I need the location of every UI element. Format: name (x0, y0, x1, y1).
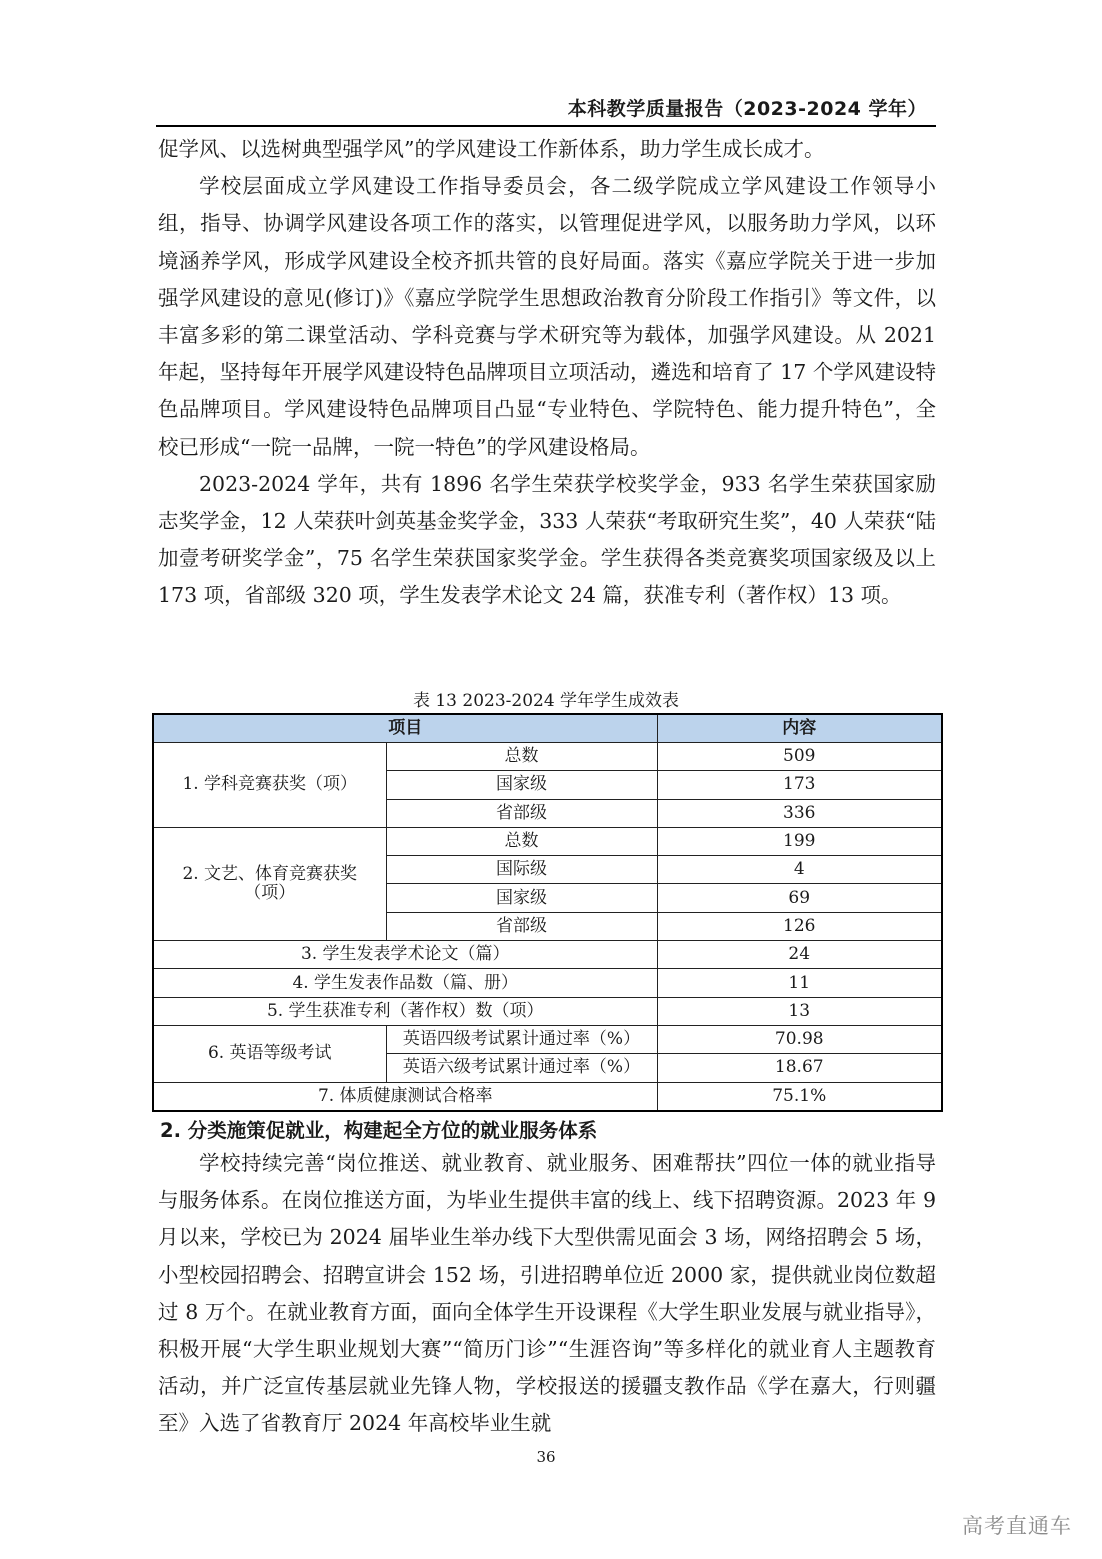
paragraph-study-style: 学校层面成立学风建设工作指导委员会，各二级学院成立学风建设工作领导小组，指导、协调学风建设各项工作的落实，以管理促进学风，以服务助力学风，以环境涵养学风，形成学风建设全校齐抓共管的良好局面。落实《嘉应学院关于进一步加强学风建设的意见(修订)》《嘉应学院学生思想政治教育分阶段工作指引》等文件，以丰富多彩的第二课堂活动、学科竞赛与学术研究等为载体，加强学风建设。从 2021 年起，坚持每年开展学风建设特色品牌项目立项活动，遴选和培育了 17 个学风建设特色品牌项目。学风建设特色品牌项目凸显“专业特色、学院特色、能力提升特色”，全校已形成“一院一品牌，一院一特色”的学风建设格局。 (158, 174, 936, 459)
table-caption: 表 13 2023-2024 学年学生成效表 (412, 691, 680, 711)
value-cell: 11 (657, 969, 942, 997)
sub-item: 总数 (386, 827, 657, 855)
sub-item: 英语四级考试累计通过率（%） (386, 1025, 657, 1053)
header-content: 内容 (657, 714, 942, 743)
sub-item: 国际级 (386, 856, 657, 884)
sub-item: 省部级 (386, 912, 657, 940)
sub-item: 国家级 (386, 771, 657, 799)
group-label: 2. 文艺、体育竞赛获奖（项） (153, 827, 386, 940)
row-label: 3. 学生发表学术论文（篇） (153, 941, 657, 969)
sub-item: 省部级 (386, 799, 657, 827)
header-divider (156, 125, 936, 127)
table-row (153, 1082, 942, 1111)
table-row (153, 827, 942, 855)
value-cell: 24 (657, 941, 942, 969)
group-label: 1. 学科竞赛获奖（项） (153, 743, 386, 828)
row-label: 7. 体质健康测试合格率 (153, 1082, 657, 1111)
watermark: 高考直通车 (962, 1514, 1072, 1538)
table-row (153, 941, 942, 969)
value-cell: 70.98 (657, 1025, 942, 1053)
sub-item: 总数 (386, 743, 657, 771)
value-cell: 173 (657, 771, 942, 799)
value-cell: 199 (657, 827, 942, 855)
value-cell: 18.67 (657, 1054, 942, 1082)
table-row (153, 1025, 942, 1053)
value-cell: 69 (657, 884, 942, 912)
report-header-title: 本科教学质量报告（2023-2024 学年） (567, 98, 927, 120)
paragraph-continuation: 促学风、以选树典型强学风”的学风建设工作新体系，助力学生成长成才。 (158, 137, 825, 161)
table-row (153, 743, 942, 771)
table-row (153, 969, 942, 997)
row-label: 4. 学生发表作品数（篇、册） (153, 969, 657, 997)
group-label: 6. 英语等级考试 (153, 1025, 386, 1082)
student-outcomes-table (152, 713, 943, 1112)
table-row (153, 997, 942, 1025)
sub-item: 英语六级考试累计通过率（%） (386, 1054, 657, 1082)
value-cell: 4 (657, 856, 942, 884)
sub-item: 国家级 (386, 884, 657, 912)
paragraph-employment: 学校持续完善“岗位推送、就业教育、就业服务、困难帮扶”四位一体的就业指导与服务体系。在岗位推送方面，为毕业生提供丰富的线上、线下招聘资源。2023 年 9 月以来，学校已为 2024 届毕业生举办线下大型供需见面会 3 场，网络招聘会 5 场，小型校园招聘会、招聘宣讲会 152 场，引进招聘单位近 2000 家，提供就业岗位数超过 8 万个。在就业教育方面，面向全体学生开设课程《大学生职业发展与就业指导》，积极开展“大学生职业规划大赛”“简历门诊”“生涯咨询”等多样化的就业育人主题教育活动，并广泛宣传基层就业先锋人物，学校报送的援疆支教作品《学在嘉大，行则疆至》入选了省教育厅 2024 年高校毕业生就 (158, 1151, 936, 1436)
value-cell: 126 (657, 912, 942, 940)
page-number: 36 (536, 1448, 556, 1466)
row-label: 5. 学生获准专利（著作权）数（项） (153, 997, 657, 1025)
value-cell: 13 (657, 997, 942, 1025)
value-cell: 336 (657, 799, 942, 827)
value-cell: 509 (657, 743, 942, 771)
paragraph-awards: 2023-2024 学年，共有 1896 名学生荣获学校奖学金，933 名学生荣获国家励志奖学金，12 人荣获叶剑英基金奖学金，333 人荣获“考取研究生奖”，40 人荣获“陆加壹考研奖学金”，75 名学生荣获国家奖学金。学生获得各类竞赛奖项国家级及以上 173 项，省部级 320 项，学生发表学术论文 24 篇，获准专利（著作权）13 项。 (158, 471, 936, 608)
section-heading: 2. 分类施策促就业，构建起全方位的就业服务体系 (160, 1119, 598, 1142)
header-item: 项目 (153, 714, 657, 743)
intro-text (158, 131, 936, 615)
table-header-row (153, 714, 942, 743)
value-cell: 75.1% (657, 1082, 942, 1111)
employment-text (158, 1145, 936, 1443)
